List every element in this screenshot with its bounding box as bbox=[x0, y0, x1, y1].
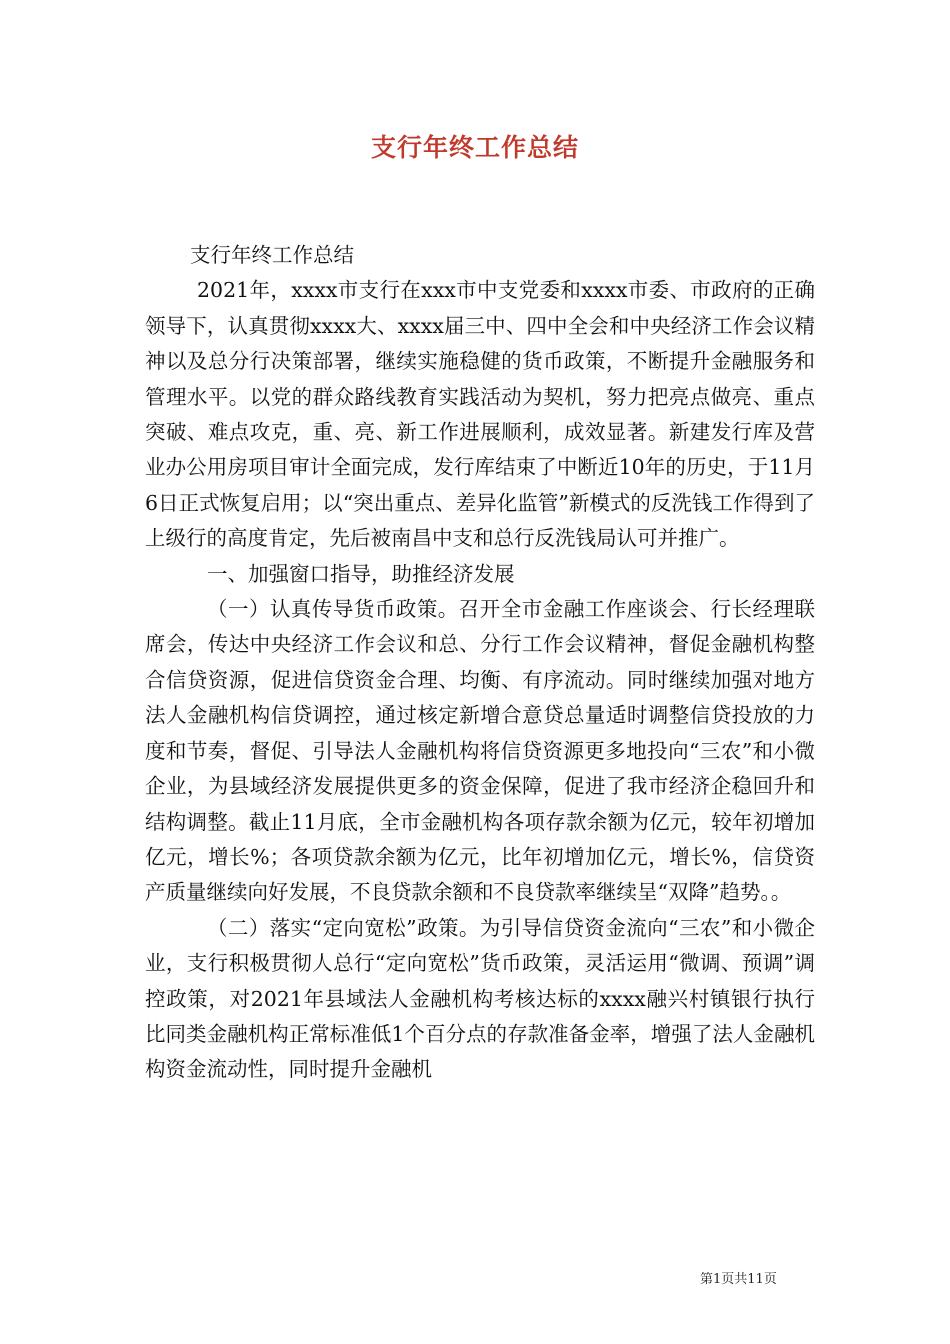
page-footer: 第1页共11页 bbox=[700, 1272, 777, 1287]
paragraph-item-2: （二）落实“定向宽松”政策。为引导信贷资金流向“三农”和小微企业，支行积极贯彻人总行“定向宽松”货币政策，灵活运用“微调、预调”调控政策，对2021年县域法人金融机构考核达标的xxxx融兴村镇银行执行比同类金融机构正常标准低1个百分点的存款准备金率，增强了法人金融机构资金流动性，同时提升金融机 bbox=[145, 915, 815, 1082]
section-heading: 一、加强窗口指导，助推经济发展 bbox=[207, 561, 515, 586]
document-body bbox=[145, 238, 815, 1088]
paragraph-intro: 2021年，xxxx市支行在xxx市中支党委和xxxx市委、市政府的正确领导下，认真贯彻xxxx大、xxxx届三中、四中全会和中央经济工作会议精神以及总分行决策部署，继续实施稳健的货币政策，不断提升金融服务和管理水平。以党的群众路线教育实践活动为契机，努力把亮点做亮、重点突破、难点攻克，重、亮、新工作进展顺利，成效显著。新建发行库及营业办公用房项目审计全面完成，发行库结束了中断近10年的历史，于11月6日正式恢复启用；以“突出重点、差异化监管”新模式的反洗钱工作得到了上级行的高度肯定，先后被南昌中支和总行反洗钱局认可并推广。 bbox=[145, 278, 815, 551]
paragraph-item-1: （一）认真传导货币政策。召开全市金融工作座谈会、行长经理联席会，传达中央经济工作会议和总、分行工作会议精神，督促金融机构整合信贷资源，促进信贷资金合理、均衡、有序流动。同时继续加强对地方法人金融机构信贷调控，通过核定新增合意贷总量适时调整信贷投放的力度和节奏，督促、引导法人金融机构将信贷资源更多地投向“三农”和小微企业，为县域经济发展提供更多的资金保障，促进了我市经济企稳回升和结构调整。截止11月底，全市金融机构各项存款余额为亿元，较年初增加亿元，增长%；各项贷款余额为亿元，比年初增加亿元，增长%，信贷资产质量继续向好发展，不良贷款余额和不良贷款率继续呈“双降”趋势。。 bbox=[145, 597, 815, 905]
document-subtitle: 支行年终工作总结 bbox=[190, 243, 354, 267]
document-title: 支行年终工作总结 bbox=[370, 133, 579, 162]
